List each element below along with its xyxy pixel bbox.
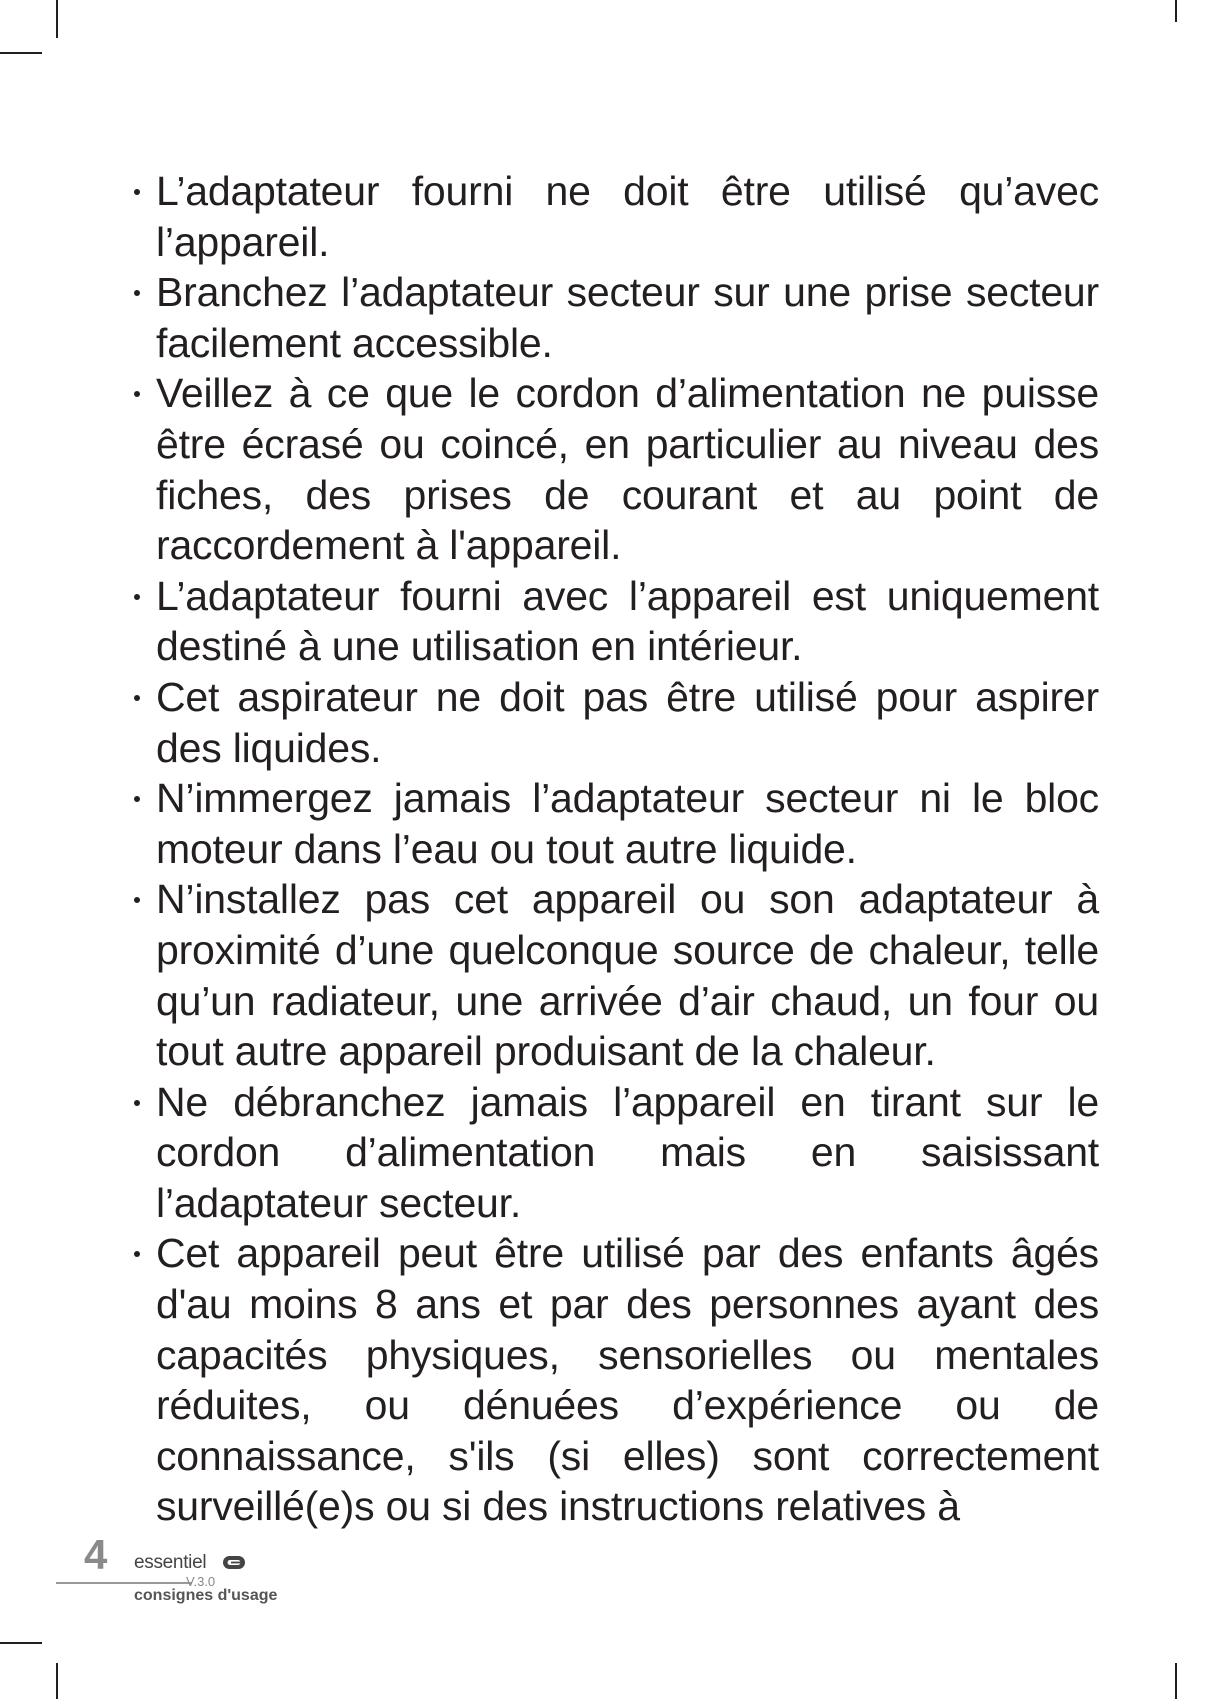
bullet-dot-icon	[134, 391, 140, 397]
list-item	[126, 267, 1099, 368]
bullet-dot-icon	[134, 594, 140, 600]
bullet-dot-icon	[134, 1251, 140, 1257]
list-item	[126, 773, 1099, 874]
list-item	[126, 1228, 1099, 1532]
crop-mark-bottom-right-vertical	[1175, 1663, 1177, 1699]
bullet-dot-icon	[134, 897, 140, 903]
list-item-text: L’adaptateur fourni avec l’appareil est uniquement destiné à une utilisation en intérieur.	[156, 572, 1099, 670]
list-item-text: N’installez pas cet appareil ou son adaptateur à proximité d’une quelconque source de chaleur, telle qu’un radiateur, une arrivée d’air chaud, un four ou tout autre appareil produisant de la chaleur.	[156, 876, 1099, 1075]
document-type-label: consignes d'usage	[134, 1587, 278, 1604]
list-item-text: Ne débranchez jamais l’appareil en tirant sur le cordon d’alimentation mais en saisissant l’adaptateur secteur.	[156, 1078, 1099, 1226]
list-item-text: L’adaptateur fourni ne doit être utilisé qu’avec l’appareil.	[156, 168, 1099, 265]
bullet-list	[126, 166, 1099, 1532]
page-footer	[0, 1530, 400, 1610]
list-item-text: Branchez l’adaptateur secteur sur une prise secteur facilement accessible.	[156, 269, 1099, 366]
essentiel-logo-icon	[222, 1555, 246, 1570]
bullet-dot-icon	[134, 290, 140, 296]
bullet-dot-icon	[134, 189, 140, 195]
crop-mark-bottom-left-horizontal	[0, 1642, 42, 1644]
list-item-text: Cet appareil peut être utilisé par des enfants âgés d'au moins 8 ans et par des personnes ayant des capacités physiques, sensorielles ou mentales réduites, ou dénuées d’expérience ou de connaissance, s'ils (si elles) sont correctement surveillé(e)s ou si des instructions relatives à	[156, 1230, 1099, 1530]
safety-instructions	[126, 166, 1099, 1532]
footer-divider	[56, 1582, 192, 1584]
crop-mark-top-left-vertical	[56, 0, 58, 38]
bullet-dot-icon	[134, 1100, 140, 1106]
list-item	[126, 874, 1099, 1076]
crop-mark-top-left-horizontal	[0, 52, 42, 54]
crop-mark-top-right-vertical	[1175, 0, 1177, 22]
version-label: V.3.0	[186, 1574, 216, 1589]
crop-mark-bottom-left-vertical	[56, 1663, 58, 1699]
list-item	[126, 672, 1099, 773]
brand-name: essentiel	[134, 1552, 207, 1573]
list-item-text: Cet aspirateur ne doit pas être utilisé pour aspirer des liquides.	[156, 673, 1099, 771]
list-item	[126, 1077, 1099, 1229]
list-item-text: Veillez à ce que le cordon d’alimentation ne puisse être écrasé ou coincé, en particulier au niveau des fiches, des prises de courant et au point de raccordement à l'appareil.	[156, 370, 1099, 569]
bullet-dot-icon	[134, 695, 140, 701]
list-item-text: N’immergez jamais l’adaptateur secteur ni le bloc moteur dans l’eau ou tout autre liquide.	[156, 775, 1099, 872]
list-item	[126, 166, 1099, 267]
page-number: 4	[84, 1531, 108, 1578]
list-item	[126, 368, 1099, 570]
list-item	[126, 571, 1099, 672]
bullet-dot-icon	[134, 796, 140, 802]
